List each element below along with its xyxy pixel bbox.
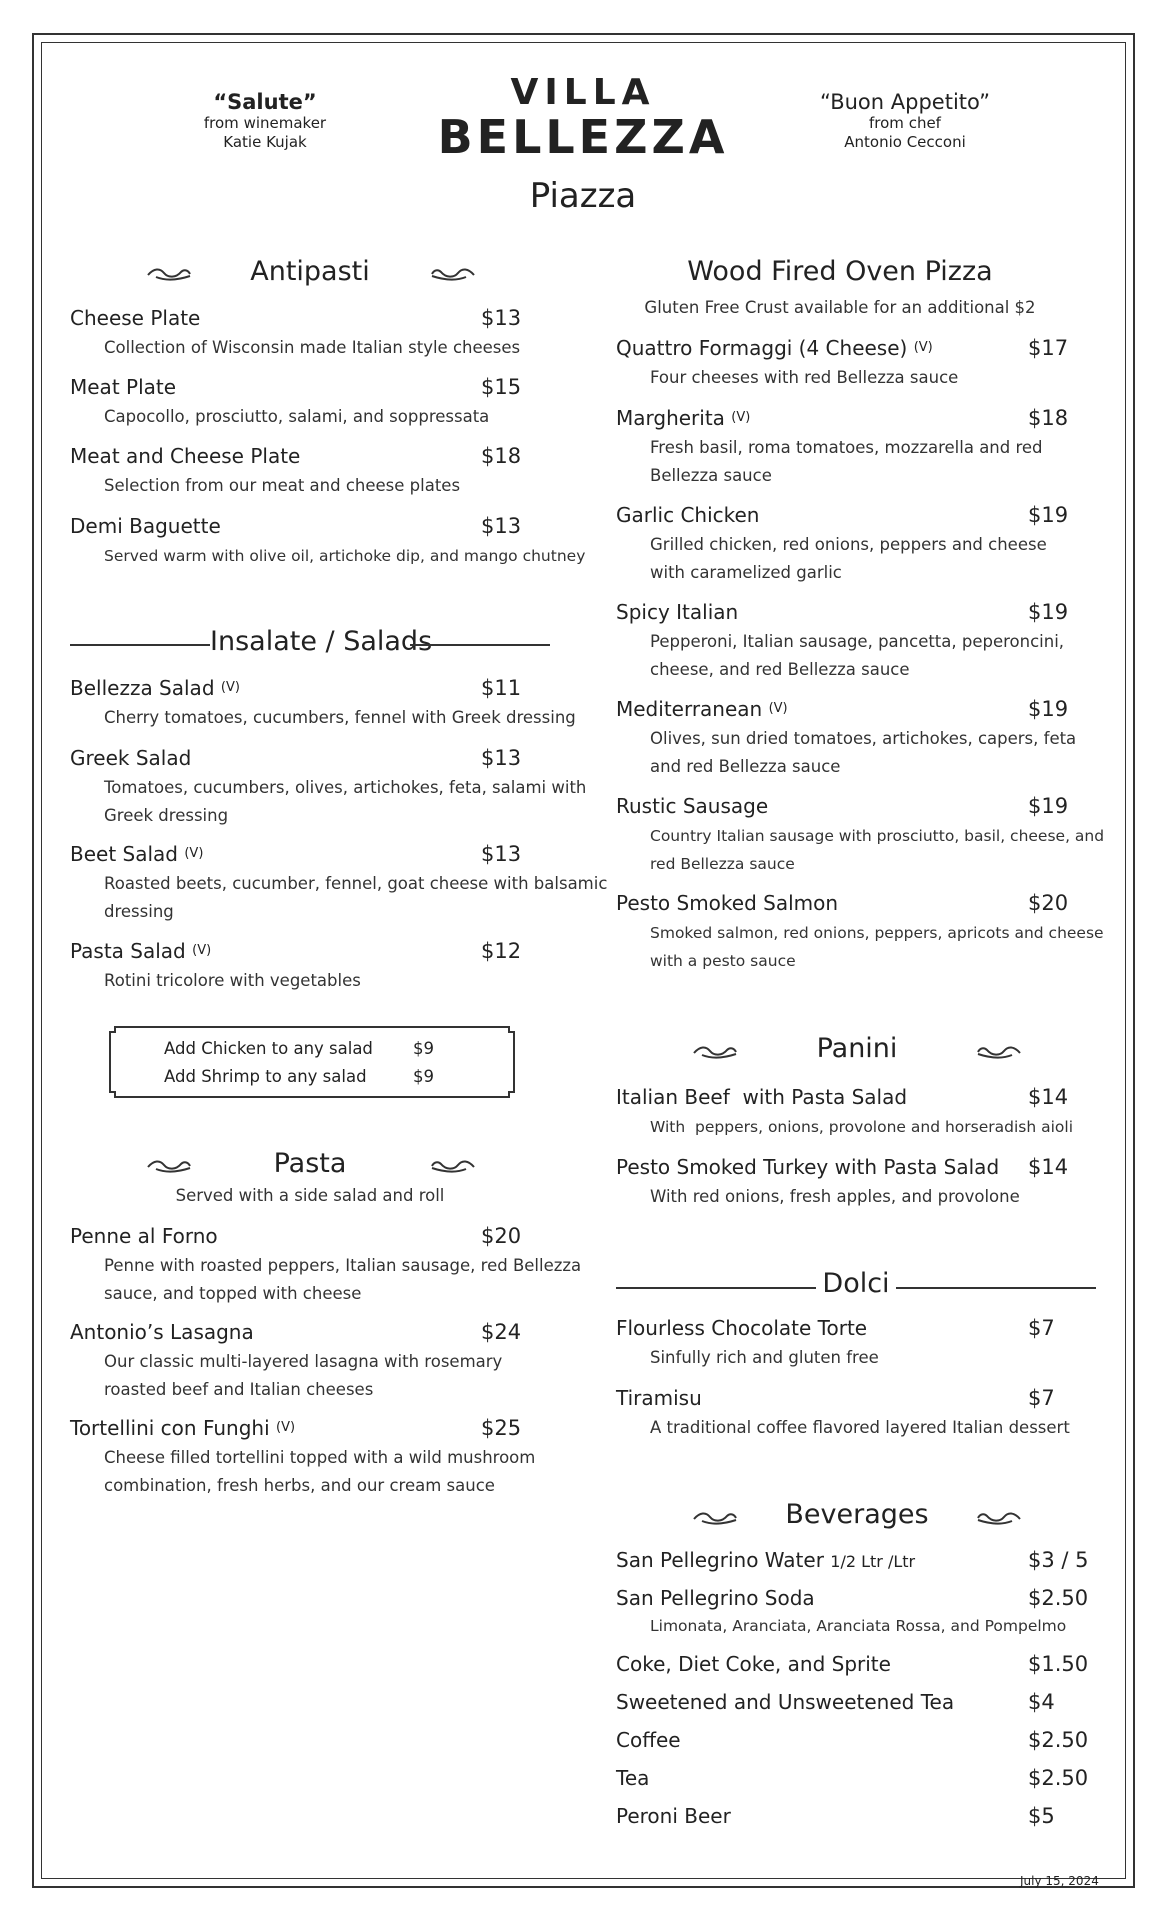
- item-price: $17: [1028, 336, 1069, 360]
- item-price: $13: [481, 842, 522, 866]
- item-price: $15: [481, 375, 522, 399]
- pizza-title: Wood Fired Oven Pizza: [687, 256, 993, 287]
- item-price: $19: [1028, 503, 1069, 527]
- item-description: Pepperoni, Italian sausage, pancetta, peperoncini, cheese, and red Bellezza sauce: [650, 632, 1065, 679]
- item-description: Tomatoes, cucumbers, olives, artichokes, feta, salami with Greek dressing: [104, 778, 587, 825]
- vegetarian-mark: (V): [913, 340, 933, 355]
- flourish-right-icon: [976, 1044, 1022, 1060]
- item-name: Rustic Sausage: [616, 794, 769, 818]
- item-name: Quattro Formaggi (4 Cheese) $^{(V)}$: [616, 336, 933, 360]
- chef-quote-line1: from chef: [869, 114, 941, 132]
- item-name: Sweetened and Unsweetened Tea: [616, 1690, 955, 1714]
- item-description: Our classic multi-layered lasagna with rosemary roasted beef and Italian cheeses: [104, 1352, 503, 1399]
- flourish-left-icon: [692, 1510, 738, 1526]
- chef-quote-line2: Antonio Cecconi: [844, 133, 966, 151]
- item-name: Coke, Diet Coke, and Sprite: [616, 1652, 891, 1676]
- item-name: Meat Plate: [70, 375, 177, 399]
- vegetarian-mark: (V): [192, 943, 212, 958]
- item-name: Peroni Beer: [616, 1804, 731, 1828]
- item-description: Served warm with olive oil, artichoke dip, and mango chutney: [104, 547, 586, 565]
- item-name: Pasta Salad $^{(V)}$: [70, 939, 212, 963]
- item-price: $7: [1028, 1316, 1055, 1340]
- vegetarian-mark: (V): [220, 680, 240, 695]
- page-subtitle: Piazza: [529, 176, 637, 216]
- flourish-right-icon: [430, 266, 476, 282]
- divider-rule: [410, 644, 550, 646]
- winemaker-quote: [180, 90, 350, 152]
- logo-bellezza: BELLEZZA: [437, 110, 729, 164]
- item-name: Pesto Smoked Turkey with Pasta Salad: [616, 1155, 1000, 1179]
- item-price: $1.50: [1028, 1652, 1089, 1676]
- item-description: Selection from our meat and cheese plates: [104, 476, 461, 495]
- divider-rule: [616, 1287, 816, 1289]
- item-description: Fresh basil, roma tomatoes, mozzarella and red Bellezza sauce: [650, 438, 1043, 485]
- item-description: Roasted beets, cucumber, fennel, goat cheese with balsamic dressing: [104, 874, 608, 921]
- item-name: Demi Baguette: [70, 514, 221, 538]
- item-description: Olives, sun dried tomatoes, artichokes, capers, feta and red Bellezza sauce: [650, 729, 1077, 776]
- item-price: $13: [481, 514, 522, 538]
- vegetarian-mark: (V): [768, 701, 788, 716]
- vegetarian-mark: (V): [276, 1420, 296, 1435]
- item-name: Greek Salad: [70, 746, 192, 770]
- vegetarian-mark: (V): [184, 846, 204, 861]
- item-name: Mediterranean $^{(V)}$: [616, 697, 788, 721]
- item-price: $18: [481, 444, 522, 468]
- salad-addons-box: [107, 1024, 517, 1100]
- antipasti-title: Antipasti: [250, 256, 370, 287]
- item-price: $24: [481, 1320, 522, 1344]
- item-name: Pesto Smoked Salmon: [616, 891, 839, 915]
- flourish-left-icon: [146, 1158, 192, 1174]
- item-description: Capocollo, prosciutto, salami, and soppressata: [104, 407, 490, 426]
- item-name: Bellezza Salad $^{(V)}$: [70, 676, 240, 700]
- item-price: $12: [481, 939, 522, 963]
- item-price: $7: [1028, 1386, 1055, 1410]
- item-description: Rotini tricolore with vegetables: [104, 971, 361, 990]
- item-price: $19: [1028, 697, 1069, 721]
- item-description: Sinfully rich and gluten free: [650, 1348, 879, 1367]
- addon-price: $9: [413, 1039, 434, 1058]
- pasta-note: Served with a side salad and roll: [175, 1186, 445, 1205]
- item-name: Margherita $^{(V)}$: [616, 406, 751, 430]
- item-price: $14: [1028, 1085, 1069, 1109]
- item-name: Antonio’s Lasagna: [70, 1320, 254, 1344]
- item-price: $2.50: [1028, 1586, 1089, 1610]
- flourish-left-icon: [146, 266, 192, 282]
- item-name: Meat and Cheese Plate: [70, 444, 301, 468]
- item-price: $25: [481, 1416, 522, 1440]
- item-name: Tiramisu: [616, 1386, 702, 1410]
- item-name: San Pellegrino Soda: [616, 1586, 815, 1610]
- item-price: $13: [481, 746, 522, 770]
- winemaker-quote-line2: Katie Kujak: [223, 133, 307, 151]
- item-price: $11: [481, 676, 522, 700]
- item-price: $14: [1028, 1155, 1069, 1179]
- item-name: Tortellini con Funghi $^{(V)}$: [70, 1416, 296, 1440]
- item-price: $19: [1028, 794, 1069, 818]
- flourish-left-icon: [692, 1044, 738, 1060]
- item-price: $18: [1028, 406, 1069, 430]
- item-name: Coffee: [616, 1728, 681, 1752]
- addon-label: Add Chicken to any salad: [164, 1039, 373, 1058]
- item-description: Country Italian sausage with prosciutto, basil, cheese, and red Bellezza sauce: [650, 827, 1105, 873]
- item-name: Spicy Italian: [616, 600, 739, 624]
- flourish-right-icon: [976, 1510, 1022, 1526]
- vegetarian-mark: (V): [731, 410, 751, 425]
- pizza-note: Gluten Free Crust available for an additional $2: [644, 298, 1036, 317]
- item-description: Smoked salmon, red onions, peppers, apricots and cheese with a pesto sauce: [650, 924, 1104, 970]
- divider-rule: [896, 1287, 1096, 1289]
- item-description: Cheese filled tortellini topped with a wild mushroom combination, fresh herbs, and our cream sauce: [104, 1448, 536, 1495]
- item-description: With red onions, fresh apples, and provolone: [650, 1187, 1020, 1206]
- item-description: With peppers, onions, provolone and horseradish aioli: [650, 1118, 1073, 1136]
- item-price: $20: [481, 1224, 522, 1248]
- chef-quote-title: “Buon Appetito”: [819, 90, 990, 114]
- beverages-title: Beverages: [785, 1499, 929, 1530]
- item-name: Cheese Plate: [70, 306, 201, 330]
- item-price: $13: [481, 306, 522, 330]
- addon-label: Add Shrimp to any salad: [164, 1067, 367, 1086]
- item-description: Limonata, Aranciata, Aranciata Rossa, and Pompelmo: [650, 1617, 1067, 1635]
- salads-title: Insalate / Salads: [210, 626, 433, 657]
- divider-rule: [70, 644, 210, 646]
- dolci-title: Dolci: [822, 1268, 890, 1299]
- logo-villa: VILLA: [510, 72, 656, 113]
- menu-date: July 15, 2024: [1020, 1874, 1099, 1888]
- item-description: A traditional coffee flavored layered Italian dessert: [650, 1418, 1070, 1437]
- item-name: Italian Beef with Pasta Salad: [616, 1085, 908, 1109]
- addon-price: $9: [413, 1067, 434, 1086]
- item-price: $19: [1028, 600, 1069, 624]
- flourish-right-icon: [430, 1158, 476, 1174]
- item-description: Cherry tomatoes, cucumbers, fennel with Greek dressing: [104, 708, 576, 727]
- pasta-title: Pasta: [273, 1148, 347, 1179]
- item-price: $2.50: [1028, 1766, 1089, 1790]
- item-name: Tea: [616, 1766, 650, 1790]
- item-price: $5: [1028, 1804, 1055, 1828]
- item-price: $4: [1028, 1690, 1055, 1714]
- panini-title: Panini: [816, 1033, 898, 1064]
- item-name: Garlic Chicken: [616, 503, 760, 527]
- item-name: Penne al Forno: [70, 1224, 218, 1248]
- winemaker-quote-title: “Salute”: [213, 90, 317, 114]
- item-description: Penne with roasted peppers, Italian sausage, red Bellezza sauce, and topped with cheese: [104, 1256, 582, 1303]
- winemaker-quote-line1: from winemaker: [203, 114, 327, 132]
- item-price: $2.50: [1028, 1728, 1089, 1752]
- item-name: Beet Salad $^{(V)}$: [70, 842, 204, 866]
- item-description: Collection of Wisconsin made Italian style cheeses: [104, 338, 521, 357]
- item-price: $20: [1028, 891, 1069, 915]
- item-size: 1/2 Ltr /Ltr: [830, 1552, 916, 1571]
- item-description: Grilled chicken, red onions, peppers and cheese with caramelized garlic: [650, 535, 1047, 582]
- item-name: Flourless Chocolate Torte: [616, 1316, 868, 1340]
- item-price: $3 / 5: [1028, 1548, 1089, 1572]
- chef-quote: [805, 90, 1005, 152]
- item-name: San Pellegrino Water 1/2 Ltr /Ltr: [616, 1548, 916, 1572]
- item-description: Four cheeses with red Bellezza sauce: [650, 368, 959, 387]
